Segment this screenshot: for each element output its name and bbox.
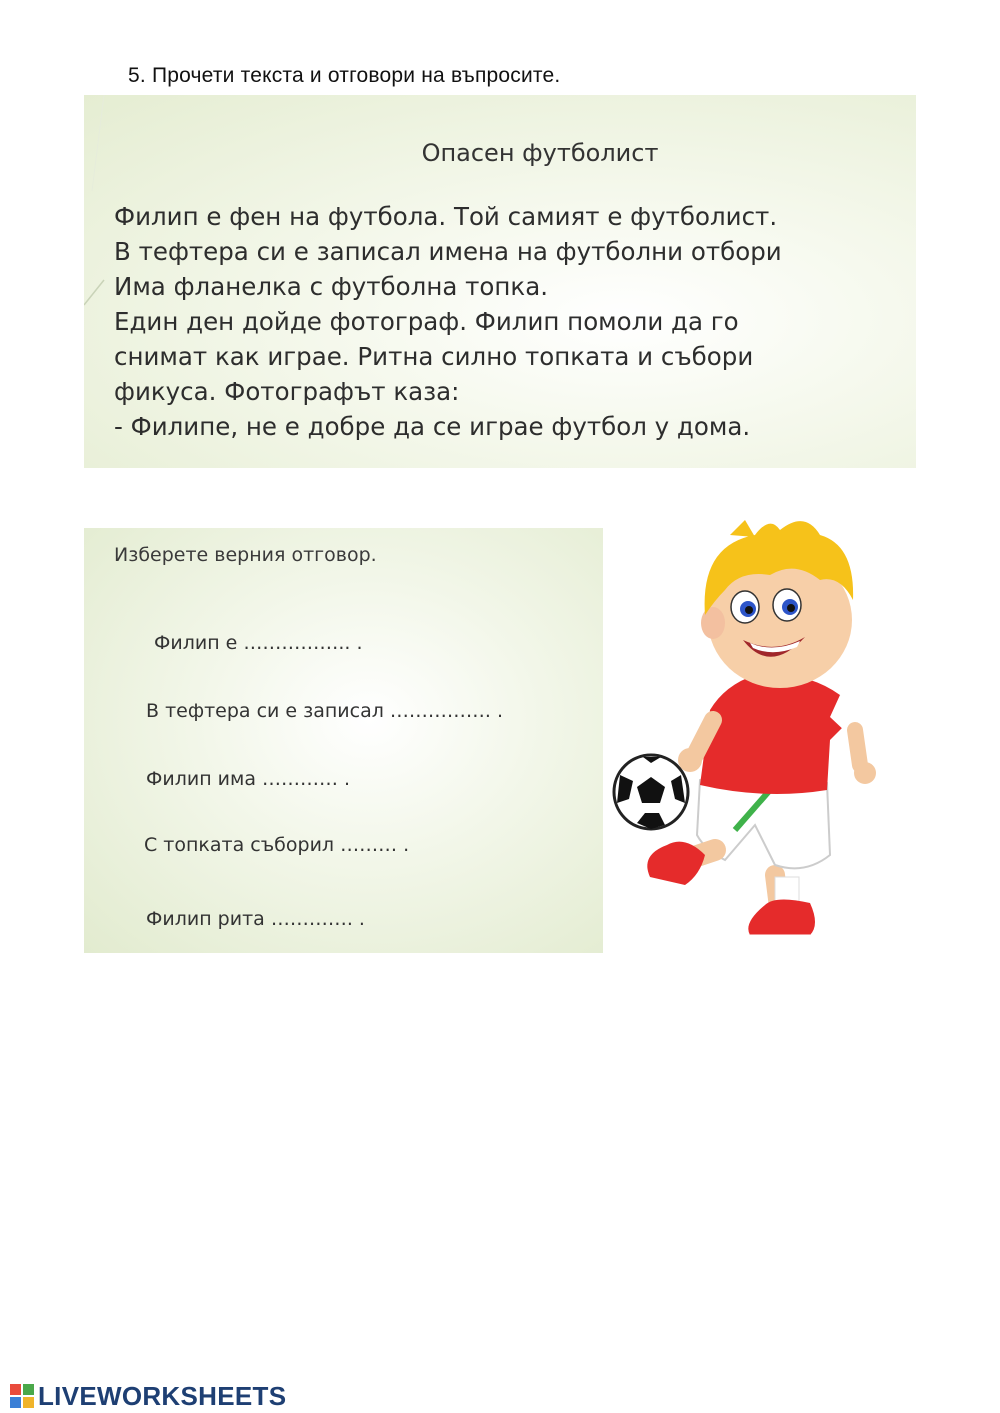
football-icon	[614, 755, 688, 829]
story-line: В тефтера си е записал имена на футболни отбори	[114, 237, 782, 266]
question-2[interactable]: В тефтера си е записал ……………. .	[146, 700, 504, 722]
question-5[interactable]: Филип рита …………. .	[146, 908, 365, 930]
question-1[interactable]: Филип е …………….. .	[154, 632, 363, 654]
liveworksheets-logo-icon	[10, 1384, 34, 1408]
story-line: - Филипе, не е добре да се играе футбол у дома.	[114, 412, 751, 441]
quiz-panel	[84, 528, 603, 953]
story-line: Има фланелка с футболна топка.	[114, 272, 549, 301]
story-line: снимат как играе. Ритна силно топката и събори	[114, 342, 754, 371]
brand-name[interactable]: LIVEWORKSHEETS	[38, 1380, 287, 1411]
story-line: Филип е фен на футбола. Той самият е футболист.	[114, 202, 778, 231]
story-line: фикуса. Фотографът каза:	[114, 377, 460, 406]
quiz-heading: Изберете верния отговор.	[114, 544, 377, 566]
story-text	[114, 199, 912, 444]
question-4[interactable]: С топката съборил ……… .	[144, 834, 410, 856]
instruction-text: 5. Прочети текста и отговори на въпросите.	[128, 64, 561, 87]
story-line: Един ден дойде фотограф. Филип помоли да го	[114, 307, 739, 336]
question-3[interactable]: Филип има ………… .	[146, 768, 351, 790]
boy-playing-football-illustration	[605, 505, 895, 955]
story-title: Опасен футболист	[421, 139, 659, 167]
story-panel	[84, 95, 916, 468]
footer-brand	[10, 1381, 286, 1411]
